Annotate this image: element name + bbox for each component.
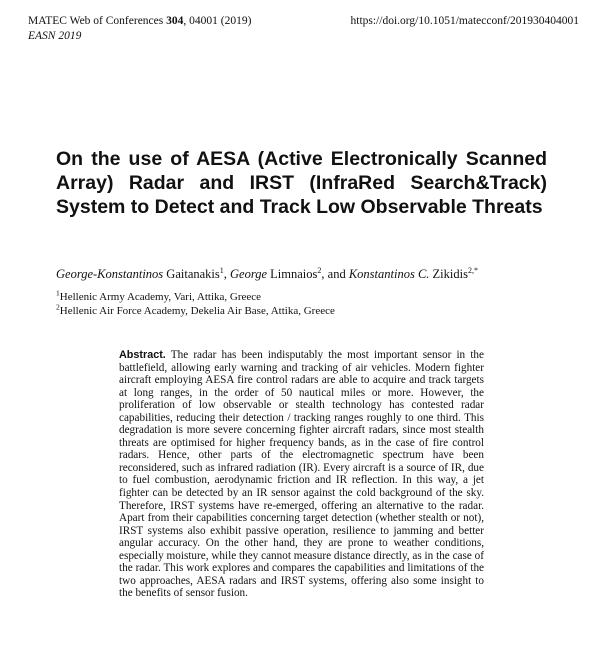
abstract bbox=[119, 349, 484, 600]
author-family-name: Zikidis bbox=[429, 267, 468, 281]
running-header-left bbox=[28, 14, 251, 44]
author-given-name: Konstantinos C. bbox=[348, 267, 430, 281]
author-list bbox=[56, 266, 478, 282]
doi-link[interactable]: https://doi.org/10.1051/matecconf/201930404001 bbox=[350, 15, 579, 27]
author-family-name: Limnaios bbox=[267, 267, 318, 281]
article-number-year: , 04001 (2019) bbox=[183, 15, 252, 27]
journal-line bbox=[28, 14, 251, 29]
author bbox=[230, 267, 349, 281]
affiliation-number: 1 bbox=[56, 288, 60, 298]
author-affiliation-marker: 2 bbox=[317, 265, 322, 275]
journal-name: MATEC Web of Conferences bbox=[28, 15, 167, 27]
affiliation-list bbox=[56, 288, 335, 318]
author-separator: , and bbox=[321, 267, 349, 281]
affiliation bbox=[56, 288, 335, 305]
author-family-name: Gaitanakis bbox=[163, 267, 220, 281]
affiliation-text: Hellenic Air Force Academy, Dekelia Air Base, Attika, Greece bbox=[59, 304, 335, 317]
author-affiliation-marker: 1 bbox=[219, 265, 224, 275]
author-given-name: George bbox=[230, 267, 268, 281]
affiliation-number: 2 bbox=[56, 301, 60, 311]
affiliation bbox=[56, 301, 335, 319]
volume-number: 304 bbox=[166, 15, 184, 27]
author bbox=[349, 267, 478, 281]
conference-name: EASN 2019 bbox=[28, 30, 82, 42]
author-affiliation-marker: 2,* bbox=[467, 265, 478, 275]
author-given-name: George-Konstantinos bbox=[56, 267, 164, 281]
author-separator: , bbox=[223, 267, 231, 281]
abstract-label: Abstract. bbox=[119, 349, 166, 361]
affiliation-text: Hellenic Army Academy, Vari, Attika, Greece bbox=[59, 291, 262, 303]
paper-title: On the use of AESA (Active Electronically Scanned Array) Radar and IRST (InfraRed Search&Track) System to Detect and Track Low Observable Threats bbox=[56, 148, 547, 218]
abstract-text: The radar has been indisputably the most important sensor in the battlefield, allowing early warning and tracking of air vehicles. Modern fighter aircraft employing AESA fire control radars are able to acquire and track targets at long ranges, in the order of 50 nautical miles or more. However, the proliferation of low observable or stealth technology has contested radar capabilities, reducing their detection / tracking ranges roughly to one third. This degradation is more severe concerning fighter aircraft radars, since most stealth threats are optimised for higher frequency bands, as in the case of fire control radars. Hence, other parts of the electromagnetic spectrum have been reconsidered, such as infrared radiation (IR). Every aircraft is a source of IR, due to fuel combustion, aerodynamic friction and IR reflection. In this way, a jet fighter can be detected by an IR sensor against the cold background of the sky. Therefore, IRST systems have re-emerged, offering an alternative to the radar. Apart from their capabilities concerning target detection (whether stealth or not), IRST systems also exhibit passive operation, resilience to jamming and better angular accuracy. On the other hand, they are prone to weather conditions, especially moisture, while they cannot measure distance directly, as in the case of the radar. This work explores and compares the capabilities and limitations of the two approaches, AESA radars and IRST systems, offering also some insight to the benefits of sensor fusion. bbox=[119, 349, 484, 600]
author bbox=[56, 267, 230, 281]
